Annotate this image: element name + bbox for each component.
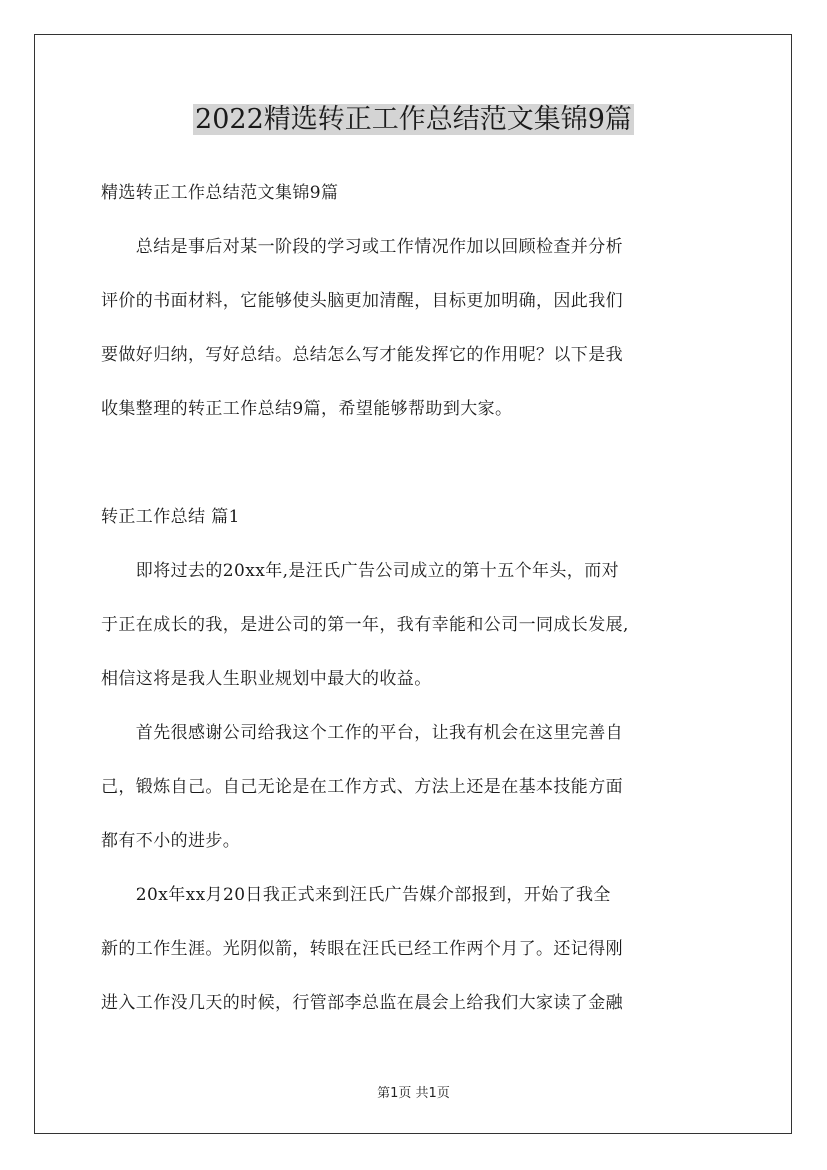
text-line: 即将过去的20xx年,是汪氏广告公司成立的第十五个年头，而对	[101, 561, 620, 581]
document-subtitle: 精选转正工作总结范文集锦9篇	[101, 183, 339, 203]
text-line: 首先很感谢公司给我这个工作的平台，让我有机会在这里完善自	[101, 723, 623, 743]
section-heading: 转正工作总结 篇1	[101, 507, 240, 527]
paragraph-2	[101, 706, 729, 868]
text-line: 相信这将是我人生职业规划中最大的收益。	[101, 669, 432, 689]
text-line: 己，锻炼自己。自己无论是在工作方式、方法上还是在基本技能方面	[101, 777, 623, 797]
text-line: 20x年xx月20日我正式来到汪氏广告媒介部报到，开始了我全	[101, 885, 611, 905]
document-title-text: 2022精选转正工作总结范文集锦9篇	[195, 104, 632, 135]
text-line: 都有不小的进步。	[101, 831, 241, 851]
page-number-footer: 第1页 共1页	[377, 1086, 450, 1101]
text-line: 总结是事后对某一阶段的学习或工作情况作加以回顾检查并分析	[101, 237, 623, 257]
text-line: 要做好归纳，写好总结。总结怎么写才能发挥它的作用呢？以下是我	[101, 345, 623, 365]
document-title	[0, 100, 827, 140]
text-line: 新的工作生涯。光阴似箭，转眼在汪氏已经工作两个月了。还记得刚	[101, 939, 623, 959]
blank-line	[101, 436, 729, 490]
text-line: 评价的书面材料，它能够使头脑更加清醒，目标更加明确，因此我们	[101, 291, 623, 311]
document-body	[101, 166, 729, 1030]
text-line: 收集整理的转正工作总结9篇，希望能够帮助到大家。	[101, 399, 513, 419]
text-line: 进入工作没几天的时候，行管部李总监在晨会上给我们大家读了金融	[101, 993, 623, 1013]
paragraph-1	[101, 544, 729, 706]
paragraph-3	[101, 868, 729, 1030]
text-line: 于正在成长的我，是进公司的第一年，我有幸能和公司一同成长发展,	[101, 615, 629, 635]
intro-paragraph	[101, 220, 729, 436]
